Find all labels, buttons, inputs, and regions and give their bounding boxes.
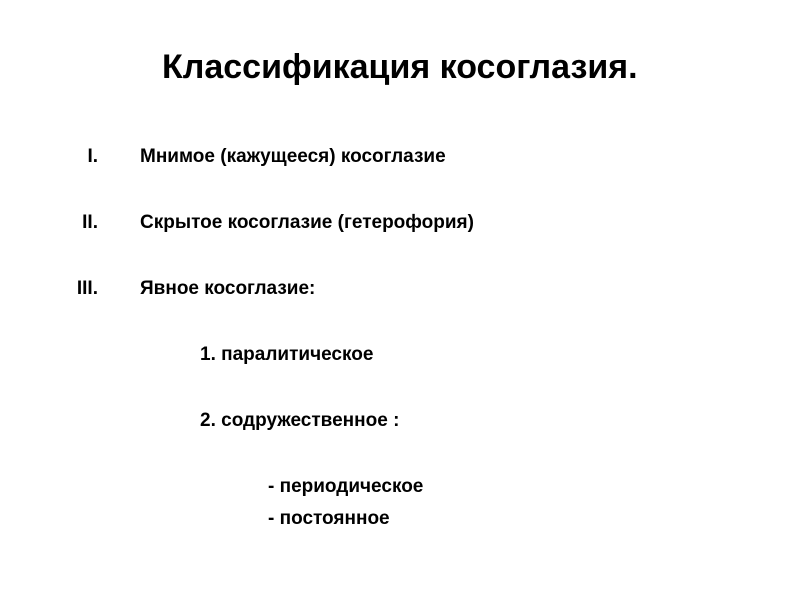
list-item-1: Мнимое (кажущееся) косоглазие <box>140 146 446 167</box>
list-item-3: Явное косоглазие: <box>140 278 316 299</box>
subitem-1: 1. паралитическое <box>200 344 374 365</box>
list-numeral-2: II. <box>82 212 98 233</box>
subsubitem-2: - постоянное <box>268 508 390 529</box>
subsubitem-1: - периодическое <box>268 476 424 497</box>
list-item-2: Скрытое косоглазие (гетерофория) <box>140 212 474 233</box>
subitem-2: 2. содружественное : <box>200 410 400 431</box>
slide-title: Классификация косоглазия. <box>162 48 638 86</box>
list-numeral-1: I. <box>87 146 98 167</box>
list-numeral-3: III. <box>76 278 98 299</box>
